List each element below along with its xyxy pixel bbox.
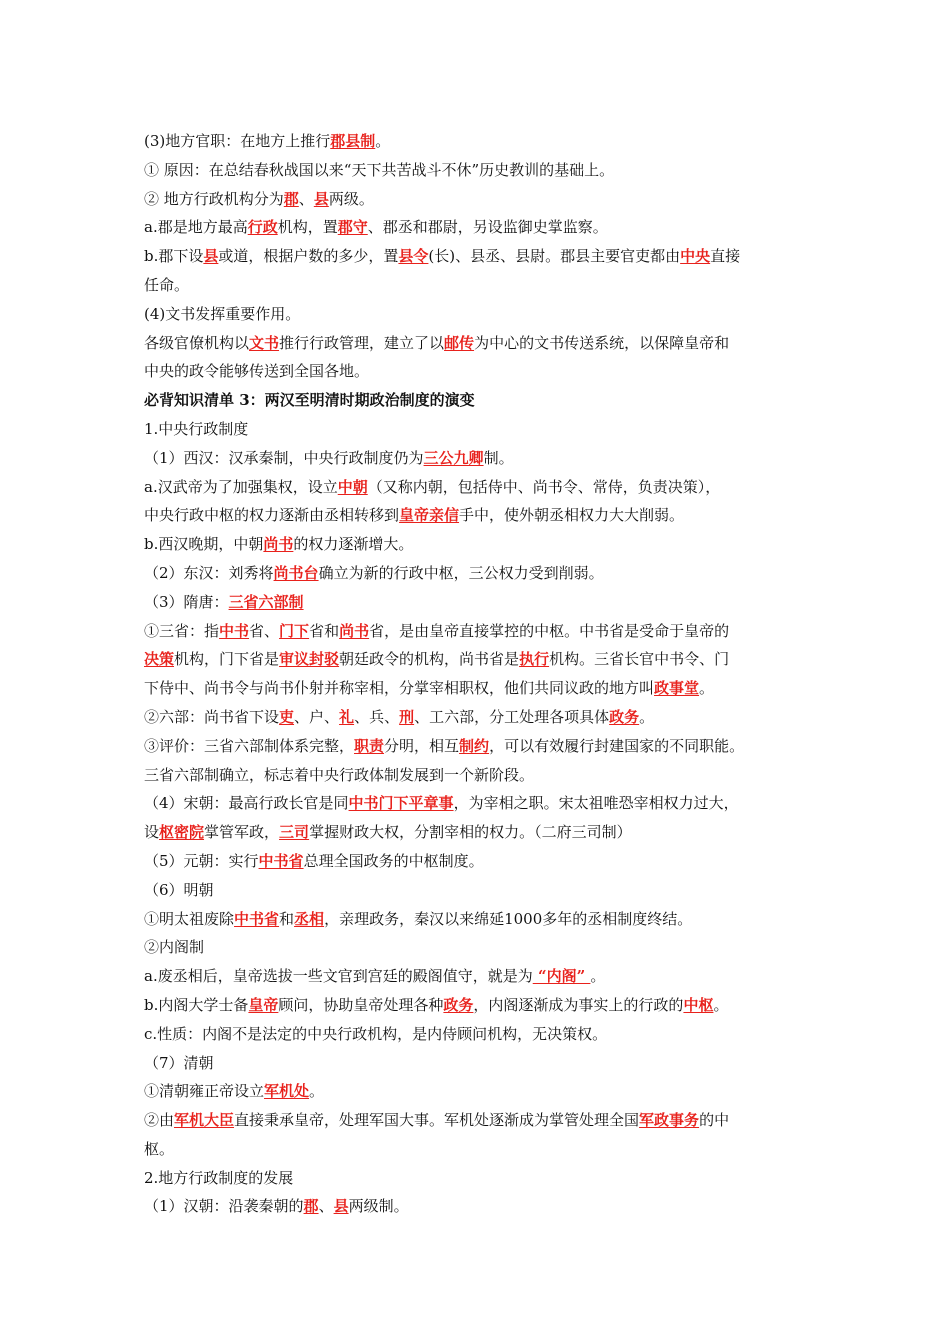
- text-run: 的权力逐渐增大。: [293, 535, 414, 554]
- key-term: 尚书: [339, 621, 370, 640]
- key-term: 枢密院: [159, 823, 205, 842]
- text-line: [144, 559, 814, 588]
- text-line: [144, 127, 814, 156]
- text-run: 。: [375, 132, 391, 150]
- key-term: 制约: [459, 736, 490, 755]
- text-run: 中央行政中枢的权力逐渐由丞相转移到: [144, 506, 400, 525]
- text-line: [144, 415, 814, 444]
- text-run: ，亲理政务，秦汉以来绵延1000多年的丞相制度终结。: [324, 909, 693, 928]
- text-run: 。: [639, 707, 655, 726]
- text-run: c.性质：内阁不是法定的中央行政机构，是内侍顾问机构，无决策权。: [144, 1024, 608, 1043]
- text-run: 为中心的文书传送系统，以保障皇帝和: [474, 333, 730, 352]
- key-term: “内阁”: [532, 967, 591, 986]
- text-run: 、工六部，分工处理各项具体: [414, 707, 610, 726]
- key-term: 郡县制: [330, 132, 376, 150]
- text-run: （1）汉朝：沿袭秦朝的: [144, 1197, 304, 1216]
- text-run: （5）元朝：实行: [144, 851, 259, 870]
- key-term: 三公九卿: [423, 448, 484, 467]
- key-term: 皇帝亲信: [399, 506, 460, 525]
- text-run: ①明太祖废除: [144, 909, 235, 928]
- text-line: [144, 933, 814, 962]
- text-line: [144, 242, 814, 271]
- text-line: [144, 1192, 814, 1221]
- text-line: [144, 732, 814, 761]
- text-run: 。: [309, 1082, 325, 1101]
- text-run: ，可以有效履行封建国家的不同职能。: [489, 736, 745, 755]
- text-line: [144, 213, 814, 242]
- text-run: 省，是由皇帝直接掌控的中枢。中书省是受命于皇帝的: [369, 621, 730, 640]
- text-run: 直接: [710, 247, 741, 266]
- text-run: （2）东汉：刘秀将: [144, 563, 274, 582]
- text-run: 、户、: [294, 707, 340, 726]
- text-run: （又称内朝，包括侍中、尚书令、常侍，负责决策），: [367, 477, 721, 496]
- key-term: 刑: [399, 707, 415, 726]
- text-line: [144, 1020, 814, 1049]
- text-run: ③评价：三省六部制体系完整，: [144, 736, 355, 755]
- text-run: ② 地方行政机构分为: [144, 189, 284, 208]
- key-term: 决策: [144, 650, 175, 669]
- key-term: 皇帝: [248, 995, 279, 1014]
- text-run: (4)文书发挥重要作用。: [144, 304, 301, 323]
- key-term: 尚书台: [273, 563, 319, 582]
- text-run: 。: [590, 967, 606, 986]
- text-run: 、兵、: [354, 707, 400, 726]
- key-term: 中央: [680, 247, 711, 266]
- text-run: （1）西汉：汉承秦制，中央行政制度仍为: [144, 448, 424, 467]
- key-term: 中朝: [337, 477, 368, 496]
- text-line: [144, 530, 814, 559]
- text-line: [144, 847, 814, 876]
- text-run: ① 原因：在总结春秋战国以来“天下共苦战斗不休”历史教训的基础上。: [144, 160, 615, 179]
- text-run: 总理全国政务的中枢制度。: [303, 851, 484, 870]
- key-term: 中书: [219, 621, 250, 640]
- text-line: [144, 444, 814, 473]
- text-run: 省、: [249, 621, 280, 640]
- text-run: a.废丞相后，皇帝选拔一些文官到宫廷的殿阁值守，就是为: [144, 967, 533, 986]
- key-term: 中枢: [683, 995, 714, 1014]
- text-run: 下侍中、尚书令与尚书仆射并称宰相，分掌宰相职权，他们共同议政的地方叫: [144, 679, 655, 698]
- key-term: 三司: [279, 823, 310, 842]
- text-line: [144, 588, 814, 617]
- text-run: 掌管军政，: [204, 823, 280, 842]
- text-run: 任命。: [144, 275, 190, 294]
- key-term: 县令: [398, 247, 429, 266]
- key-term: 审议封驳: [279, 650, 340, 669]
- key-term: 军政事务: [639, 1111, 700, 1130]
- text-line: [144, 645, 814, 674]
- key-term: 郡守: [337, 218, 368, 237]
- key-term: 县: [333, 1197, 349, 1216]
- text-line: [144, 761, 814, 790]
- text-run: 两级。: [328, 189, 374, 208]
- text-run: 。: [713, 995, 729, 1014]
- text-run: 各级官僚机构以: [144, 333, 250, 352]
- text-run: 和: [279, 909, 295, 928]
- text-run: 掌握财政大权，分割宰相的权力。（二府三司制）: [309, 823, 632, 842]
- text-run: 推行行政管理，建立了以: [279, 333, 445, 352]
- key-term: 军机大臣: [174, 1111, 235, 1130]
- text-run: 机构。三省长官中书令、门: [549, 650, 730, 669]
- key-term: 丞相: [294, 909, 325, 928]
- text-line: [144, 357, 814, 386]
- text-run: ，内阁逐渐成为事实上的行政的: [473, 995, 684, 1014]
- text-line: [144, 674, 814, 703]
- text-run: 2.地方行政制度的发展: [144, 1168, 294, 1187]
- key-term: 吏: [279, 707, 295, 726]
- text-run: 枢。: [144, 1139, 175, 1158]
- text-run: 三省六部制确立，标志着中央行政体制发展到一个新阶段。: [144, 765, 535, 784]
- text-run: 、郡丞和郡尉，另设监御史掌监察。: [367, 218, 608, 237]
- key-term: 三省六部制: [228, 592, 304, 611]
- text-run: （4）宋朝：最高行政长官是同: [144, 794, 349, 813]
- section-heading: [144, 386, 814, 415]
- text-line: [144, 185, 814, 214]
- text-run: 必背知识清单 3：两汉至明清时期政治制度的演变: [144, 391, 475, 410]
- key-term: 文书: [249, 333, 280, 352]
- key-term: 职责: [354, 736, 385, 755]
- key-term: 尚书: [263, 535, 294, 554]
- text-run: 制。: [483, 448, 514, 467]
- text-run: ①三省：指: [144, 621, 220, 640]
- text-line: [144, 789, 814, 818]
- text-run: 朝廷政令的机构，尚书省是: [339, 650, 520, 669]
- text-line: [144, 905, 814, 934]
- text-run: 机构，门下省是: [174, 650, 280, 669]
- text-run: 机构，置: [277, 218, 338, 237]
- text-line: [144, 329, 814, 358]
- text-line: [144, 818, 814, 847]
- text-run: 分明，相互: [384, 736, 460, 755]
- key-term: 县: [203, 247, 219, 266]
- text-line: [144, 617, 814, 646]
- text-line: [144, 1135, 814, 1164]
- key-term: 政务: [443, 995, 474, 1014]
- text-run: 直接秉承皇帝，处理军国大事。军机处逐渐成为掌管处理全国: [234, 1111, 640, 1130]
- text-line: [144, 991, 814, 1020]
- key-term: 邮传: [444, 333, 475, 352]
- text-run: ①清朝雍正帝设立: [144, 1082, 265, 1101]
- text-run: ②由: [144, 1111, 175, 1130]
- text-line: [144, 1049, 814, 1078]
- text-run: 两级制。: [348, 1197, 409, 1216]
- key-term: 门下: [279, 621, 310, 640]
- key-term: 军机处: [264, 1082, 310, 1101]
- text-run: b.内阁大学士备: [144, 995, 249, 1014]
- text-run: 的中: [699, 1111, 730, 1130]
- key-term: 郡: [303, 1197, 319, 1216]
- text-run: 或道，根据户数的多少，置: [218, 247, 399, 266]
- text-run: b.郡下设: [144, 247, 204, 266]
- text-run: 中央的政令能够传送到全国各地。: [144, 362, 370, 381]
- key-term: 县: [313, 189, 329, 208]
- text-run: 1.中央行政制度: [144, 419, 249, 438]
- text-run: 顾问，协助皇帝处理各种: [278, 995, 444, 1014]
- text-run: 、: [298, 189, 314, 208]
- key-term: 中书省: [234, 909, 280, 928]
- text-run: (3)地方官职：在地方上推行: [144, 132, 331, 150]
- text-line: [144, 300, 814, 329]
- text-run: (长)、县丞、县尉。郡县主要官吏都由: [428, 247, 681, 266]
- text-run: （3）隋唐：: [144, 592, 229, 611]
- document-body: [144, 127, 814, 1221]
- text-run: a.汉武帝为了加强集权，设立: [144, 477, 338, 496]
- text-run: ②六部：尚书省下设: [144, 707, 280, 726]
- text-line: [144, 876, 814, 905]
- text-line: [144, 1106, 814, 1135]
- text-run: 设: [144, 823, 160, 842]
- text-run: ，为宰相之职。宋太祖唯恐宰相权力过大，: [453, 794, 739, 813]
- text-line: [144, 473, 814, 502]
- text-run: ②内阁制: [144, 938, 205, 957]
- text-run: （6）明朝: [144, 880, 214, 899]
- text-line: [144, 1077, 814, 1106]
- key-term: 郡: [283, 189, 299, 208]
- text-run: 、: [318, 1197, 334, 1216]
- text-line: [144, 271, 814, 300]
- text-run: 省和: [309, 621, 340, 640]
- text-run: 。: [699, 679, 715, 698]
- text-line: [144, 962, 814, 991]
- text-run: b.西汉晚期，中朝: [144, 535, 264, 554]
- text-run: 手中，使外朝丞相权力大大削弱。: [459, 506, 685, 525]
- key-term: 执行: [519, 650, 550, 669]
- text-run: a.郡是地方最高: [144, 218, 248, 237]
- text-line: [144, 1164, 814, 1193]
- text-run: （7）清朝: [144, 1053, 214, 1072]
- text-line: [144, 156, 814, 185]
- text-run: 确立为新的行政中枢，三公权力受到削弱。: [318, 563, 604, 582]
- key-term: 行政: [247, 218, 278, 237]
- key-term: 政务: [609, 707, 640, 726]
- text-line: [144, 703, 814, 732]
- text-line: [144, 501, 814, 530]
- key-term: 礼: [339, 707, 355, 726]
- key-term: 中书门下平章事: [348, 794, 454, 813]
- key-term: 中书省: [258, 851, 304, 870]
- key-term: 政事堂: [654, 679, 700, 698]
